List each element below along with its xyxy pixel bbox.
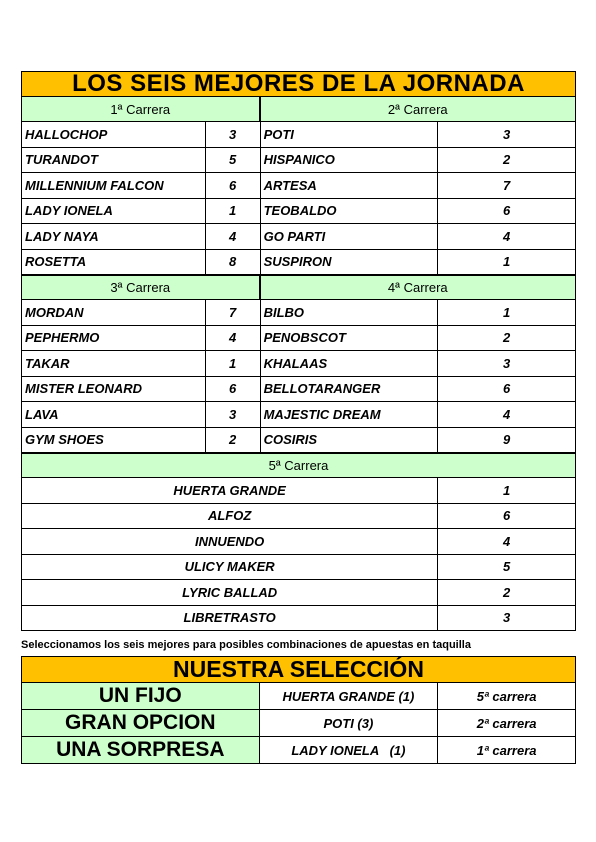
table-row — [22, 580, 576, 606]
horse-name: PENOBSCOT — [261, 326, 439, 352]
horse-number: 6 — [206, 377, 261, 403]
race-1-header: 1ª Carrera — [22, 97, 261, 122]
horse-name: POTI — [261, 122, 439, 148]
horse-number: 2 — [438, 148, 576, 174]
table-row — [22, 224, 576, 250]
selection-row — [22, 710, 576, 737]
horse-name: LAVA — [22, 402, 206, 428]
horse-number: 8 — [206, 250, 261, 276]
selection-label: UN FIJO — [22, 683, 260, 710]
horse-number: 6 — [438, 504, 576, 530]
horse-number: 4 — [206, 326, 261, 352]
horse-number: 2 — [438, 326, 576, 352]
horse-name: MILLENNIUM FALCON — [22, 173, 206, 199]
horse-name: INNUENDO — [22, 529, 438, 555]
table-row — [22, 529, 576, 555]
race-2-header: 2ª Carrera — [261, 97, 576, 122]
horse-name: ULICY MAKER — [22, 555, 438, 581]
selection-race: 2ª carrera — [438, 710, 576, 737]
selection-title: NUESTRA SELECCIÓN — [21, 656, 576, 682]
horse-name: ARTESA — [261, 173, 439, 199]
table-row — [22, 122, 576, 148]
table-row — [22, 250, 576, 276]
horse-name: KHALAAS — [261, 351, 439, 377]
horse-name: GO PARTI — [261, 224, 439, 250]
horse-name: COSIRIS — [261, 428, 439, 454]
race-3-header: 3ª Carrera — [22, 275, 261, 300]
race-header-row — [22, 453, 576, 478]
horse-number: 3 — [206, 122, 261, 148]
horse-number: 6 — [206, 173, 261, 199]
horse-name: MAJESTIC DREAM — [261, 402, 439, 428]
page-title: LOS SEIS MEJORES DE LA JORNADA — [21, 71, 576, 97]
horse-name: PEPHERMO — [22, 326, 206, 352]
horse-number: 5 — [206, 148, 261, 174]
horse-name: LADY IONELA — [22, 199, 206, 225]
race-header-row — [22, 275, 576, 300]
race-5-header: 5ª Carrera — [22, 453, 576, 478]
footnote: Seleccionamos los seis mejores para posibles combinaciones de apuestas en taquilla — [21, 639, 471, 651]
horse-number: 1 — [438, 478, 576, 504]
horse-number: 7 — [206, 300, 261, 326]
table-row — [22, 173, 576, 199]
horse-number: 3 — [438, 122, 576, 148]
horse-number: 6 — [438, 199, 576, 225]
horse-number: 1 — [206, 351, 261, 377]
horse-number: 2 — [438, 580, 576, 606]
table-row — [22, 555, 576, 581]
document-page — [21, 71, 576, 764]
horse-name: HUERTA GRANDE — [22, 478, 438, 504]
selection-label: UNA SORPRESA — [22, 737, 260, 764]
horse-number: 4 — [438, 224, 576, 250]
table-row — [22, 148, 576, 174]
table-row — [22, 377, 576, 403]
horse-name: HISPANICO — [261, 148, 439, 174]
horse-name: ALFOZ — [22, 504, 438, 530]
horse-number: 3 — [438, 351, 576, 377]
selection-row — [22, 683, 576, 710]
horse-name: LADY NAYA — [22, 224, 206, 250]
horse-number: 4 — [438, 529, 576, 555]
horse-number: 4 — [206, 224, 261, 250]
selection-horse: LADY IONELA (1) — [260, 737, 439, 764]
horse-name: MISTER LEONARD — [22, 377, 206, 403]
table-row — [22, 606, 576, 632]
horse-number: 7 — [438, 173, 576, 199]
horse-name: TEOBALDO — [261, 199, 439, 225]
table-row — [22, 504, 576, 530]
horse-number: 3 — [206, 402, 261, 428]
table-row — [22, 478, 576, 504]
horse-name: LIBRETRASTO — [22, 606, 438, 632]
table-row — [22, 326, 576, 352]
selection-horse: HUERTA GRANDE (1) — [260, 683, 439, 710]
selection-table — [21, 682, 576, 764]
horse-name: ROSETTA — [22, 250, 206, 276]
horse-number: 4 — [438, 402, 576, 428]
table-row — [22, 199, 576, 225]
table-row — [22, 351, 576, 377]
table-row — [22, 402, 576, 428]
horse-name: LYRIC BALLAD — [22, 580, 438, 606]
horse-number: 1 — [438, 300, 576, 326]
horse-number: 2 — [206, 428, 261, 454]
horse-name: SUSPIRON — [261, 250, 439, 276]
horse-name: HALLOCHOP — [22, 122, 206, 148]
horse-number: 6 — [438, 377, 576, 403]
selection-label: GRAN OPCION — [22, 710, 260, 737]
selection-horse: POTI (3) — [260, 710, 439, 737]
horse-name: TURANDOT — [22, 148, 206, 174]
horse-name: BILBO — [261, 300, 439, 326]
horse-name: GYM SHOES — [22, 428, 206, 454]
horse-number: 5 — [438, 555, 576, 581]
table-row — [22, 300, 576, 326]
horse-number: 3 — [438, 606, 576, 632]
table-row — [22, 428, 576, 454]
races-table — [21, 97, 576, 631]
horse-name: MORDAN — [22, 300, 206, 326]
horse-number: 1 — [438, 250, 576, 276]
horse-name: BELLOTARANGER — [261, 377, 439, 403]
race-4-header: 4ª Carrera — [261, 275, 576, 300]
race-header-row — [22, 97, 576, 122]
horse-number: 9 — [438, 428, 576, 454]
selection-race: 5ª carrera — [438, 683, 576, 710]
horse-name: TAKAR — [22, 351, 206, 377]
horse-number: 1 — [206, 199, 261, 225]
selection-row — [22, 737, 576, 764]
selection-race: 1ª carrera — [438, 737, 576, 764]
